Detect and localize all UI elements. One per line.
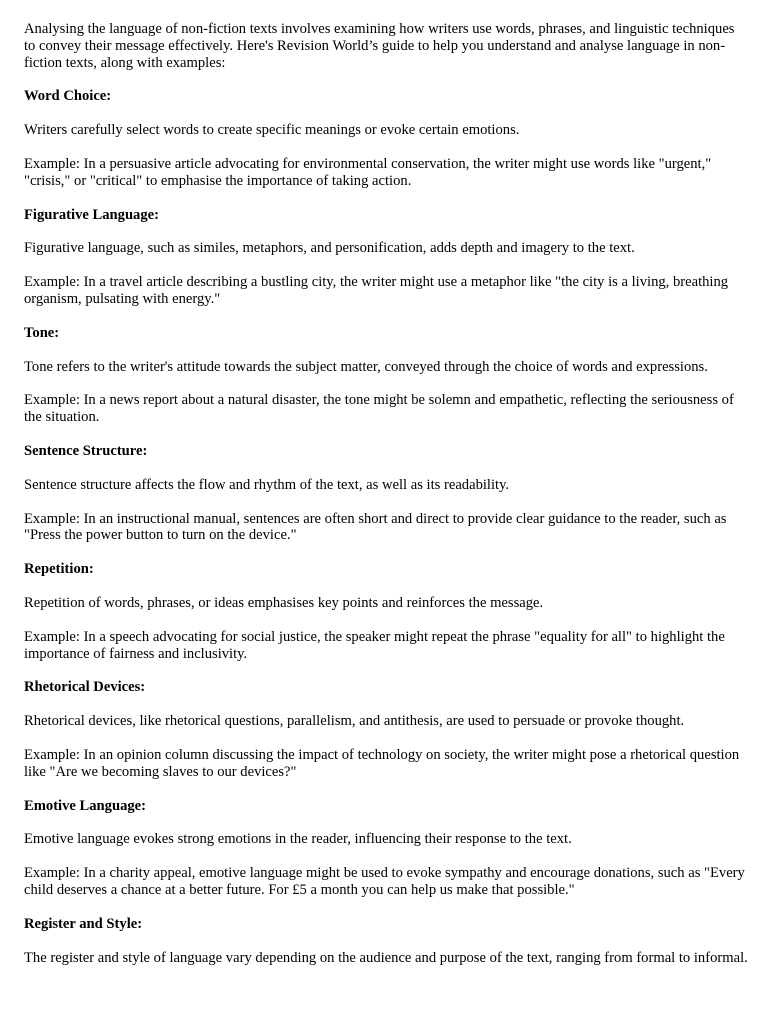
section-example: Example: In a charity appeal, emotive language might be used to evoke sympathy and encourage donations, such as "Every child deserves a chance at a better future. For £5 a month you can help us make that possible." (24, 865, 745, 898)
section-example: Example: In a persuasive article advocating for environmental conservation, the writer might use words like "urgent," "crisis," or "critical" to emphasise the importance of taking action. (24, 155, 712, 189)
section-example: Example: In a speech advocating for social justice, the speaker might repeat the phrase "equality for all" to highlight the importance of fairness and inclusivity. (24, 628, 725, 662)
section-description: Emotive language evokes strong emotions in the reader, influencing their response to the text. (24, 831, 572, 848)
section-rhetorical-devices (24, 679, 748, 780)
section-repetition (24, 561, 748, 662)
section-heading: Tone: (24, 324, 60, 341)
section-emotive-language (24, 798, 748, 899)
section-heading: Figurative Language: (24, 206, 159, 223)
section-description: The register and style of language vary depending on the audience and purpose of the text, ranging from formal to informal. (24, 949, 748, 966)
section-description: Writers carefully select words to create specific meanings or evoke certain emotions. (24, 122, 520, 139)
section-sentence-structure (24, 443, 748, 544)
section-figurative-language (24, 207, 748, 308)
section-heading: Word Choice: (24, 88, 112, 105)
section-heading: Register and Style: (24, 915, 143, 932)
section-tone (24, 325, 748, 426)
section-description: Repetition of words, phrases, or ideas emphasises key points and reinforces the message. (24, 594, 544, 611)
section-example: Example: In an opinion column discussing the impact of technology on society, the writer might pose a rhetorical question like "Are we becoming slaves to our devices?" (24, 746, 740, 780)
section-example: Example: In a news report about a natural disaster, the tone might be solemn and empathetic, reflecting the seriousness of the situation. (24, 392, 734, 426)
section-heading: Emotive Language: (24, 797, 147, 814)
section-description: Rhetorical devices, like rhetorical questions, parallelism, and antithesis, are used to persuade or provoke thought. (24, 713, 685, 730)
section-example: Example: In an instructional manual, sentences are often short and direct to provide clear guidance to the reader, such as "Press the power button to turn on the device." (24, 510, 727, 544)
section-example: Example: In a travel article describing a bustling city, the writer might use a metaphor like "the city is a living, breathing organism, pulsating with energy." (24, 274, 729, 307)
section-heading: Repetition: (24, 561, 94, 578)
section-description: Tone refers to the writer's attitude towards the subject matter, conveyed through the choice of words and expressions. (24, 358, 708, 375)
section-description: Sentence structure affects the flow and rhythm of the text, as well as its readability. (24, 476, 510, 493)
section-word-choice (24, 88, 748, 189)
section-heading: Sentence Structure: (24, 442, 148, 459)
section-register-and-style (24, 916, 748, 967)
section-description: Figurative language, such as similes, metaphors, and personification, adds depth and imagery to the text. (24, 240, 635, 257)
intro-paragraph: Analysing the language of non-fiction texts involves examining how writers use words, phrases, and linguistic techniques to convey their message effectively. Here's Revision World’s guide to help you understand and analyse language in non-fiction texts, along with examples: (24, 21, 735, 71)
section-heading: Rhetorical Devices: (24, 679, 146, 696)
